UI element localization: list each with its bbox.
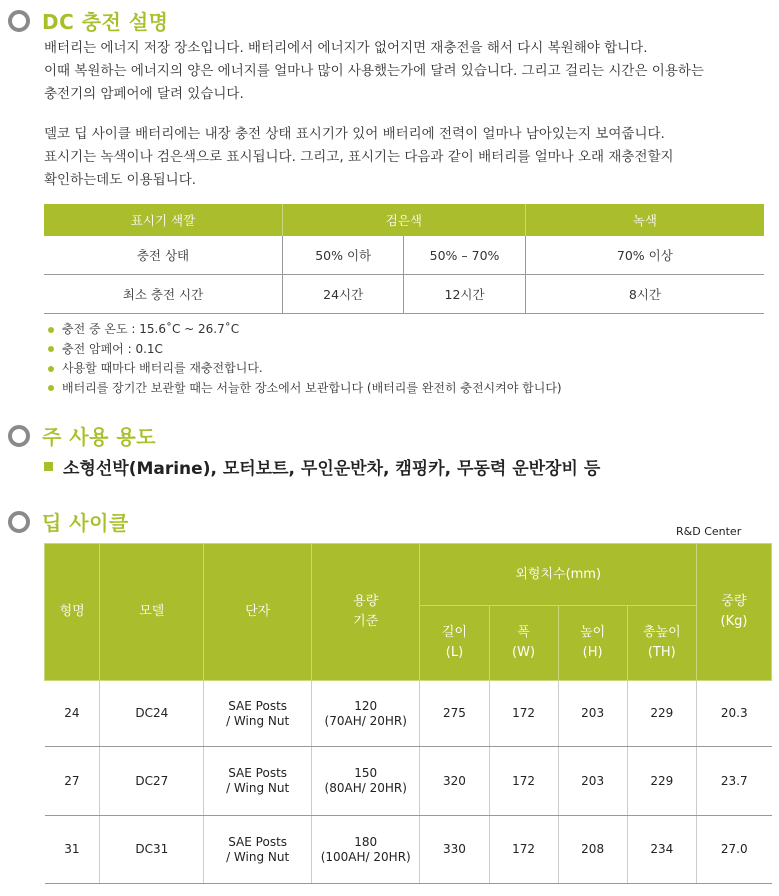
header-type: 형명: [45, 544, 100, 681]
header-dimensions: 외형치수(mm): [420, 544, 696, 606]
header-total-height: [627, 606, 696, 681]
cell-terminal: [204, 681, 312, 747]
header-width-line: (W): [512, 645, 536, 660]
header-model: 모델: [100, 544, 204, 681]
cell-terminal-line: / Wing Nut: [226, 781, 290, 795]
cell-type: 24: [45, 681, 100, 747]
header-black: 검은색: [282, 204, 525, 236]
cell-total-height: 234: [627, 816, 696, 884]
cell-terminal: [204, 747, 312, 816]
cell-height: 203: [558, 681, 627, 747]
table-header-row: [44, 204, 764, 236]
table-cell: 충전 상태: [44, 236, 282, 275]
cell-height: 208: [558, 816, 627, 884]
header-length-line: (L): [445, 645, 464, 660]
usage-line: [44, 454, 600, 479]
header-green: 녹색: [525, 204, 764, 236]
cell-terminal-line: / Wing Nut: [226, 849, 290, 864]
table-cell: 8시간: [525, 275, 764, 314]
cell-capacity-line: (80AH/ 20HR): [324, 781, 407, 795]
text-line: 이때 복원하는 에너지의 양은 에너지를 얼마나 많이 사용했는가에 달려 있습니다. 그리고 걸리는 시간은 이용하는: [44, 63, 704, 79]
header-width-line: 폭: [517, 625, 530, 640]
header-length: [420, 606, 489, 681]
cell-weight: 27.0: [696, 816, 771, 884]
list-item: [48, 340, 562, 360]
table-cell: 24시간: [282, 275, 403, 314]
table-row: [45, 747, 772, 816]
note-text: 배터리를 장기간 보관할 때는 서늘한 장소에서 보관합니다 (배터리를 완전히 충전시켜야 합니다): [62, 380, 562, 395]
header-length-line: 길이: [441, 625, 468, 640]
table-cell: 70% 이상: [525, 236, 764, 275]
text-line: 충전기의 암페어에 달려 있습니다.: [44, 86, 244, 102]
note-text: 충전 중 온도 : 15.6˚C ~ 26.7˚C: [62, 322, 240, 336]
text-line: 표시기는 녹색이나 검은색으로 표시됩니다. 그리고, 표시기는 다음과 같이 배터리를 얼마나 오래 재충전할지: [44, 149, 674, 165]
indicator-status-table: [44, 204, 764, 314]
header-total-height-line: (TH): [647, 645, 676, 660]
section-header-usage: [8, 421, 156, 450]
cell-total-height: 229: [627, 681, 696, 747]
usage-text: 소형선박(Marine), 모터보트, 무인운반차, 캠핑카, 무동력 운반장비 등: [63, 459, 601, 479]
cell-weight: 23.7: [696, 747, 771, 816]
charging-notes: [48, 320, 562, 398]
cell-weight: 20.3: [696, 681, 771, 747]
header-capacity-line: 기준: [353, 614, 379, 629]
header-weight: [696, 544, 771, 681]
dot-bullet-icon: [48, 366, 54, 372]
header-height: [558, 606, 627, 681]
cell-terminal-line: / Wing Nut: [226, 713, 290, 728]
cell-capacity-line: 120: [354, 698, 378, 713]
circle-bullet-icon: [8, 10, 30, 32]
header-height-line: (H): [582, 645, 603, 660]
header-capacity-line: 용량: [353, 594, 379, 609]
cell-type: 31: [45, 816, 100, 884]
text-line: 배터리는 에너지 저장 장소입니다. 배터리에서 에너지가 없어지면 재충전을 해서 다시 복원해야 합니다.: [44, 40, 648, 56]
dot-bullet-icon: [48, 346, 54, 352]
cell-model: DC31: [100, 816, 204, 884]
table-cell: 최소 충전 시간: [44, 275, 282, 314]
header-weight-line: 중량: [721, 594, 747, 609]
table-cell: 50% 이하: [282, 236, 403, 275]
table-row: [45, 681, 772, 747]
text-line: 델코 딥 사이클 배터리에는 내장 충전 상태 표시기가 있어 배터리에 전력이 얼마나 남아있는지 보여줍니다.: [44, 126, 665, 142]
cell-terminal-line: SAE Posts: [228, 698, 288, 713]
cell-total-height: 229: [627, 747, 696, 816]
cell-capacity-line: 150: [354, 766, 378, 780]
table-row: [44, 236, 764, 275]
cell-capacity: [311, 681, 419, 747]
note-text: 충전 암페어 : 0.1C: [62, 341, 163, 356]
header-weight-line: (Kg): [720, 614, 748, 629]
header-indicator-color: 표시기 색깔: [44, 204, 282, 236]
cell-terminal: [204, 816, 312, 884]
section-title-deep-cycle: 딥 사이클: [42, 511, 129, 535]
note-text: 사용할 때마다 배터리를 재충전합니다.: [62, 361, 263, 375]
cell-model: DC24: [100, 681, 204, 747]
cell-terminal-line: SAE Posts: [228, 834, 288, 849]
cell-capacity: [311, 816, 419, 884]
cell-length: 330: [420, 816, 489, 884]
dot-bullet-icon: [48, 385, 54, 391]
dot-bullet-icon: [48, 327, 54, 333]
table-cell: 50% – 70%: [404, 236, 525, 275]
cell-height: 203: [558, 747, 627, 816]
header-terminal: 단자: [204, 544, 312, 681]
cell-capacity-line: 180: [354, 834, 378, 849]
deep-cycle-spec-table: [44, 543, 772, 884]
table-row: [45, 816, 772, 884]
section-title-charge: DC 충전 설명: [42, 10, 169, 34]
header-total-height-line: 총높이: [642, 625, 681, 640]
cell-width: 172: [489, 681, 558, 747]
cell-length: 320: [420, 747, 489, 816]
rnd-center-label: R&D Center: [676, 525, 742, 538]
header-capacity: [311, 544, 419, 681]
intro-paragraph-2: [44, 123, 764, 192]
header-height-line: 높이: [580, 625, 606, 640]
list-item: [48, 379, 562, 399]
cell-model: DC27: [100, 747, 204, 816]
cell-width: 172: [489, 816, 558, 884]
cell-width: 172: [489, 747, 558, 816]
cell-capacity: [311, 747, 419, 816]
cell-length: 275: [420, 681, 489, 747]
section-header-charge: [8, 6, 169, 35]
list-item: [48, 320, 562, 340]
text-line: 확인하는데도 이용됩니다.: [44, 172, 197, 188]
intro-paragraph-1: [44, 37, 764, 106]
cell-type: 27: [45, 747, 100, 816]
table-row: [44, 275, 764, 314]
cell-capacity-line: (70AH/ 20HR): [324, 713, 407, 728]
cell-terminal-line: SAE Posts: [228, 766, 288, 780]
circle-bullet-icon: [8, 511, 30, 533]
list-item: [48, 359, 562, 379]
circle-bullet-icon: [8, 425, 30, 447]
header-width: [489, 606, 558, 681]
square-bullet-icon: [44, 462, 53, 471]
section-header-deep-cycle: [8, 507, 129, 536]
table-header-row: [45, 544, 772, 606]
table-cell: 12시간: [404, 275, 525, 314]
cell-capacity-line: (100AH/ 20HR): [320, 849, 411, 864]
section-title-usage: 주 사용 용도: [42, 425, 157, 449]
